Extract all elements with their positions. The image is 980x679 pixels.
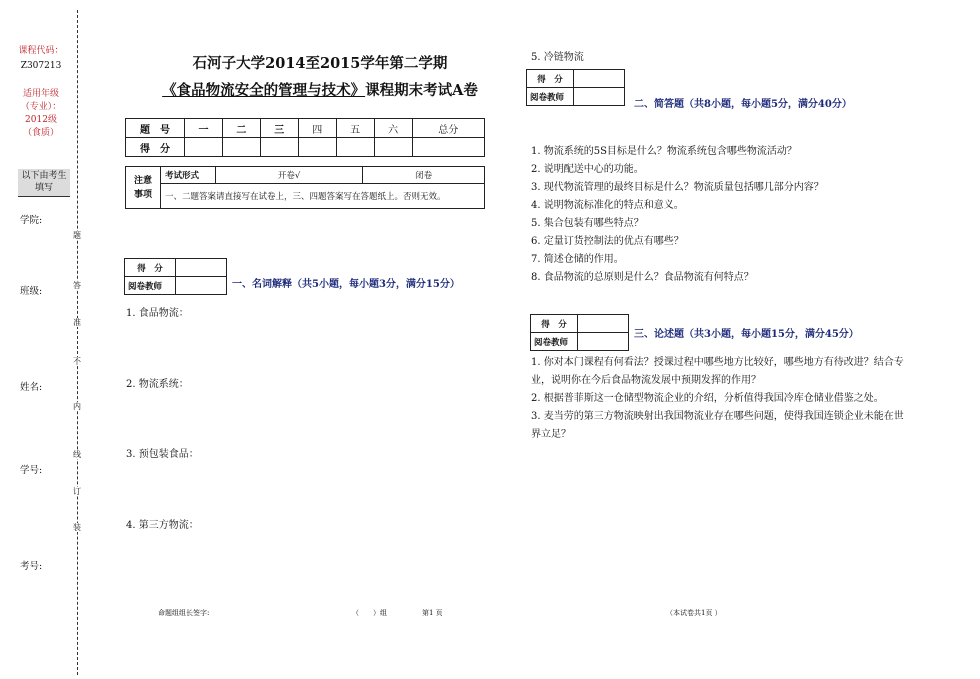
section2-q6: 6. 定量订货控制法的优点有哪些？ (531, 236, 684, 247)
section2-heading: 二、简答题（共8小题，每小题5分，满分40分） (634, 99, 852, 110)
col-header: 四 (298, 119, 336, 138)
grader-cell[interactable] (578, 333, 629, 351)
section2-q7: 7. 简述仓储的作用。 (531, 254, 624, 265)
section1-q2: 2. 物流系统： (126, 379, 189, 390)
score-label: 得 分 (125, 259, 176, 277)
examinee-fill-line2: 填写 (34, 183, 53, 193)
score-cell[interactable] (336, 138, 374, 157)
course-code-label: 课程代码： (18, 46, 64, 56)
score-cell[interactable] (298, 138, 336, 157)
class-field[interactable]: 班级: (20, 286, 43, 297)
section2-q1: 1. 物流系统的5S目标是什么？物流系统包含哪些物流活动？ (531, 146, 797, 157)
section2-q8: 8. 食品物流的总原则是什么？食品物流有何特点？ (531, 272, 754, 283)
col-header: 三 (260, 119, 298, 138)
section2-q5: 5. 集合包装有哪些特点？ (531, 218, 644, 229)
section3-q1-line2: 业，说明你在今后食品物流发展中预期发挥的作用？ (531, 375, 761, 386)
exam-type: 课程期末考试A卷 (365, 82, 478, 99)
name-field[interactable]: 姓名: (20, 382, 43, 393)
section1-q3: 3. 预包装食品： (126, 449, 199, 460)
notice-label (126, 167, 161, 209)
grader-label: 阅卷教师 (125, 277, 176, 295)
course-code: Z307213 (20, 61, 62, 71)
grader-label: 阅卷教师 (531, 333, 578, 351)
section1-q1: 1. 食品物流： (126, 308, 189, 319)
section3-q2: 2. 根据普菲斯这一仓储型物流企业的介绍，分析值得我国冷库仓储业借鉴之处。 (531, 393, 884, 404)
student-id-field[interactable]: 学号: (20, 465, 43, 476)
section3-q3-line1: 3. 麦当劳的第三方物流映射出我国物流业存在哪些问题，使得我国连锁企业未能在世 (531, 411, 904, 422)
examinee-fill-line1: 以下由考生 (21, 171, 67, 181)
section2-q3: 3. 现代物流管理的最终目标是什么？物流质量包括哪几部分内容？ (531, 182, 824, 193)
score-cell[interactable] (578, 315, 629, 333)
section1-score-box (124, 258, 227, 295)
section3-heading: 三、论述题（共3小题，每小题15分，满分45分） (634, 329, 859, 340)
grade-value: 2012级 (25, 115, 57, 125)
section2-q4: 4. 说明物流标准化的特点和意义。 (531, 200, 684, 211)
fold-char: 内 (73, 402, 81, 411)
section1-heading: 一、名词解释（共5小题，每小题3分，满分15分） (232, 279, 460, 290)
section3-questions (531, 354, 941, 444)
fold-char: 准 (73, 318, 81, 327)
major-value: （食质） (22, 128, 59, 138)
fold-char: 装 (73, 523, 81, 532)
notice-label-2: 事项 (133, 189, 152, 200)
notice-table (125, 166, 485, 209)
section3-q1-line1: 1. 你对本门课程有何看法？授课过程中哪些地方比较好，哪些地方有待改进？结合专 (531, 357, 904, 368)
score-label: 得 分 (531, 315, 578, 333)
footer-group: （ ）组 (352, 609, 387, 617)
footer-page: 第1 页 (422, 609, 443, 617)
grader-label: 阅卷教师 (527, 88, 574, 106)
col-header: 二 (222, 119, 260, 138)
score-cell[interactable] (185, 138, 223, 157)
binding-fold-line (77, 10, 78, 675)
fold-char: 答 (73, 281, 81, 290)
exam-title-line1: 石河子大学2014至2015学年第二学期 (192, 55, 448, 72)
section2-score-box (526, 69, 625, 106)
fold-char: 订 (73, 487, 81, 496)
score-cell[interactable] (222, 138, 260, 157)
score-cell[interactable] (574, 70, 625, 88)
open-book-option[interactable]: 开卷√ (216, 167, 363, 184)
section2-q2: 2. 说明配送中心的功能。 (531, 164, 644, 175)
college-field[interactable]: 学院: (20, 215, 43, 226)
grader-cell[interactable] (176, 277, 227, 295)
grader-cell[interactable] (574, 88, 625, 106)
section3-score-box (530, 314, 629, 351)
score-cell[interactable] (374, 138, 412, 157)
score-row-label: 得 分 (126, 138, 185, 157)
col-header: 总分 (412, 119, 484, 138)
col-header: 一 (185, 119, 223, 138)
score-table (125, 118, 485, 157)
examinee-fill-box (18, 169, 70, 197)
fold-char: 不 (73, 357, 81, 366)
notice-label-1: 注意 (133, 175, 152, 186)
grade-label-2: （专业）： (20, 102, 62, 112)
col-header: 五 (336, 119, 374, 138)
section1-q5: 5. 冷链物流 (531, 52, 584, 63)
fold-char: 题 (73, 231, 81, 240)
grade-label-1: 适用年级 (22, 89, 59, 99)
fold-char: 线 (73, 450, 81, 459)
course-name: 《食品物流安全的管理与技术》 (162, 82, 366, 99)
score-cell[interactable] (260, 138, 298, 157)
score-label: 得 分 (527, 70, 574, 88)
section2-questions (531, 143, 824, 287)
section1-q4: 4. 第三方物流： (126, 520, 199, 531)
exam-form-label: 考试形式 (161, 167, 216, 184)
question-no-header: 题 号 (126, 119, 185, 138)
footer-signature: 命题组组长签字: (158, 609, 210, 617)
footer-total: （本试卷共1页 ） (666, 609, 722, 617)
closed-book-option[interactable]: 闭卷 (363, 167, 485, 184)
score-cell[interactable] (412, 138, 484, 157)
notice-text: 一、二题答案请直接写在试卷上，三、四题答案写在答题纸上。否则无效。 (161, 184, 485, 209)
exam-no-field[interactable]: 考号: (20, 561, 43, 572)
score-cell[interactable] (176, 259, 227, 277)
section3-q3-line2: 界立足？ (531, 429, 571, 440)
col-header: 六 (374, 119, 412, 138)
exam-title-line2 (130, 79, 510, 100)
